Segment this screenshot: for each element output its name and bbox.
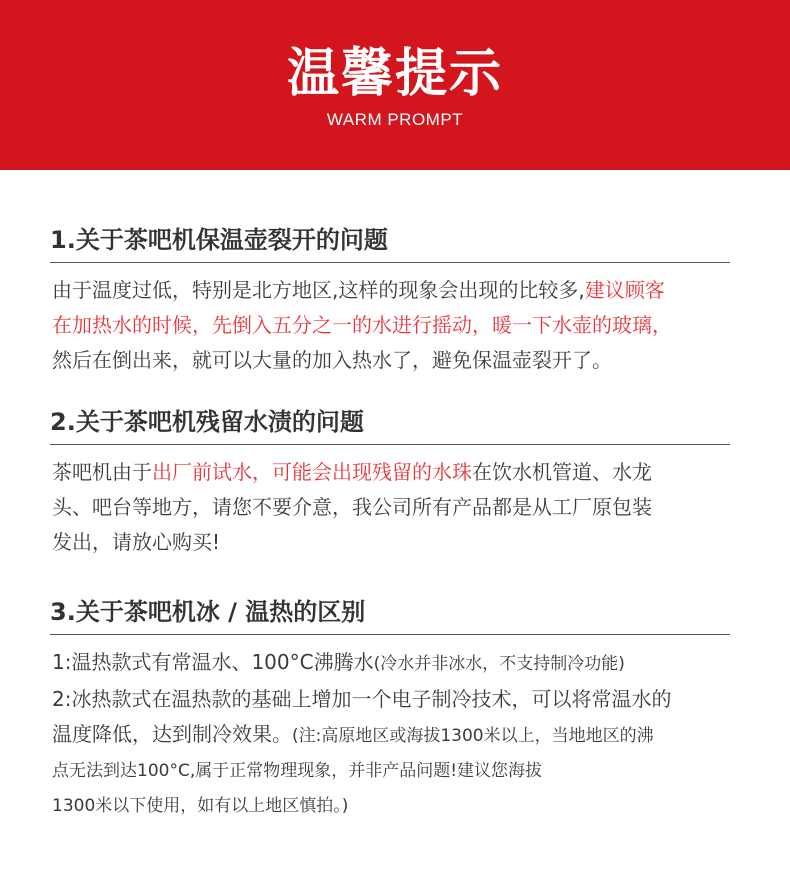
page-subtitle: WARM PROMPT [326, 110, 464, 129]
section-body [52, 273, 730, 378]
body-text: 由于温度过低，特别是北方地区,这样的现象会出现的比较多, [52, 278, 585, 302]
body-text: 发出，请放心购买! [52, 530, 221, 554]
body-text: 在饮水机管道、水龙 [472, 460, 652, 484]
item-note: 1300米以下使用，如有以上地区慎拍。) [52, 796, 349, 816]
body-line [52, 273, 730, 308]
body-text: 然后在倒出来，就可以大量的加入热水了，避免保温壶裂开了。 [52, 348, 612, 372]
body-text: 茶吧机由于 [52, 460, 152, 484]
highlight-text: 出厂前试水，可能会出现残留的水珠 [152, 460, 472, 484]
list-item: 2:冰热款式在温热款的基础上增加一个电子制冷技术，可以将常温水的 [52, 687, 672, 711]
highlight-text: 在加热水的时候，先倒入五分之一的水进行摇动，暖一下水壶的玻璃， [52, 313, 672, 337]
section-title: 3.关于茶吧机冰 / 温热的区别 [50, 596, 730, 635]
item-note: 点无法到达100°C,属于正常物理现象，并非产品问题!建议您海拔 [52, 761, 543, 781]
section-body [52, 645, 730, 824]
section-title: 2.关于茶吧机残留水渍的问题 [50, 406, 730, 445]
section-crack-issue [50, 224, 730, 378]
section-cold-warm-difference [50, 596, 730, 824]
page-title: 温馨提示 [286, 44, 503, 104]
body-line [52, 717, 730, 754]
item-text: 1:温热款式有常温水、100°C沸腾水 [52, 650, 374, 674]
section-water-residue [50, 406, 730, 560]
body-text: 头、吧台等地方，请您不要介意，我公司所有产品都是从工厂原包装 [52, 495, 652, 519]
section-body [52, 455, 730, 560]
body-line [52, 455, 730, 490]
highlight-text: 建议顾客 [584, 278, 665, 302]
list-item [52, 645, 730, 682]
item-note: (注:高原地区或海拔1300米以上，当地地区的沸 [292, 726, 654, 746]
section-title: 1.关于茶吧机保温壶裂开的问题 [50, 224, 730, 263]
item-text: 温度降低，达到制冷效果。 [52, 722, 292, 746]
header-banner [0, 0, 790, 170]
item-note: (冷水并非冰水，不支持制冷功能) [373, 654, 625, 674]
